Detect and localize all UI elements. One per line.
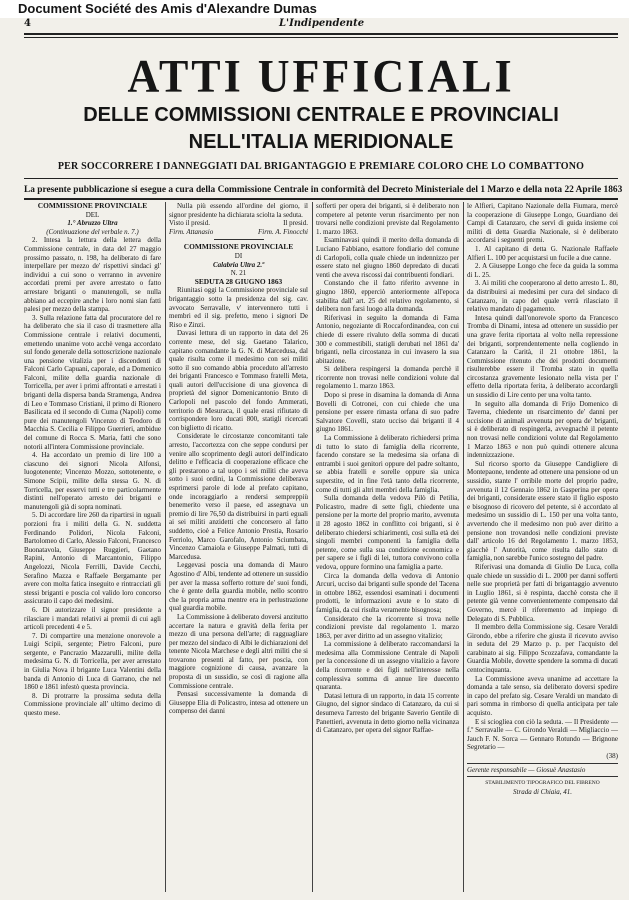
top-rule: [24, 33, 618, 35]
signature-name: Firm. Attanasio: [169, 227, 214, 236]
item-number: (38): [606, 752, 618, 760]
paragraph: 7. Di compartire una menzione onorevole a Luigi Scipii, sergente; Pietro Falconi, pure sergente, e Pancrazio Mazzarulli, milite della medesima G. N. di Torricella, per aver arrestato in Giulia Nova il brigante Luca Valentini della banda di Antonio di Luca di Garrano, che nel 1860 e 1861 infestò questa provincia.: [24, 631, 161, 692]
paragraph: Considerate le circostanze concomitanti tale arresto, l'accortezza con che seppe condursi per venire allo scoprimento degli autori dell'indicato delitto e l'efficacia di cooperazione efficace che gli prestarono a tal uopo i sei militi che aveva sotto i suoi ordini, la Commissione deliberava esprimersi parole di lode al prefato capitano, onde incoraggiarlo a rendersi sempreppiù benemerito verso il paese, ed assegnava un premio di lire 76,50 da distribuirsi in parti eguali ai sei militi anzidetti che concorsero al fatto suddetto, cioè a Felice Antonio Prestia, Rosario Ferriolo, Marco Garofalo, Antonio Sciumbata, Vincenzo Camaiola e Giuseppe Palmati, tutti di Marcedusa.: [169, 432, 308, 561]
paragraph: Il membro della Commissione sig. Cesare Veraldi Girondo, ebbe a riferire che giusta il ricevuto avviso in seduta del 29 Marzo p. p. per l'acquisto del carabinato ai sig. Filippo Scozzafava, comandante la Guardia Mobile, dovette spendere la somma di ducati centocinquanta.: [467, 623, 618, 675]
paragraph: Pensasi successivamente la domanda di Giuseppe Elia di Policastro, intesa ad ottenere un compenso dei danni: [169, 690, 308, 716]
paragraph: Riferivasi in seguito la domanda di Fama Antonio, negoziante di Roccafordinandea, con cui chiede di essere rivaluto della somma di ducati 300 e commestibili, statigli derubati nel 1861 da' briganti, nella circostanza in cui invasero la sua abitazione.: [316, 313, 459, 365]
paragraph: La Commissione aveva unanime ad accettare la domanda a tale senso, sia deliberato doversi spedire in capo del prefato sig. Cesare Veraldi un mandato di pari somma in rimborso di quella anticipata per tale acquisto.: [467, 674, 618, 718]
section-subheading: DI: [234, 251, 243, 260]
notice-rule: [24, 198, 618, 200]
paragraph: 5. Di accordare lire 260 da ripartirsi in uguali porzioni fra i militi della G. N. suddetta Ferdinando Polidori, Nicola Falconi, Bartolomeo di Carlo, Alessio Falconi, Francesco Buonatavola, Giuseppe Ruggieri, Gaetano Rapini, Antonio di Marcantonio, Filippo Angelozzi, Nicola Ferrilli, Davide Cecchi, Serafino Mazza e Raffaele Bergamante per avere con molta fatica inseguito e rintracciati gli stessi briganti e poscia col valido loro concorso assicurato il capo dei medesimi.: [24, 511, 161, 606]
paragraph: Leggevasi poscia una domanda di Mauro Agostino d' Albi, tendente ad ottenere un sussidio per aver la massa sofferto rotture de' suoi fondi, che è gente della guardia mobile, nello scontro che la propria arma mentre era in perlustrazione qual guardia mobile.: [169, 561, 308, 613]
paragraph: Dopo si prese in disamina la domanda di Anna Bovelli di Cotronei, con cui chiede che una pensione per essere rimasta orfana di suo padre Salvatore Covelli, stato ucciso dai briganti il 4 giugno 1861.: [316, 391, 459, 434]
paragraph: Nulla più essendo all'ordine del giorno, il signor presidente ha dichiarata sciolta la seduta.: [169, 202, 308, 219]
paragraph: Circa la domanda della vedova di Antonio Arcuri, ucciso dai briganti sulle sponde del Tacena in ottobre 1862, essendosi esaminati i documenti prodotti, le informazioni avute e lo stato di famiglia, da cui risulta veramente bisognosa;: [316, 571, 459, 614]
column-separator: [463, 202, 464, 892]
paragraph: 4. Ha accordato un premio di lire 100 a ciascuno dei signori Nicola Alfonsi, luogotenente; Vincenzo Mozzo, sottotenente, e Simone Scipii, milite della stessa G. N. di Torricella, per esservi tutti e tre particolarmente distinti nell'operato arresto dei briganti e manutengoli già di sopra nominati.: [24, 451, 161, 511]
paragraph: Datasi lettura di un rapporto, in data 15 corrente Giugno, del signor sindaco di Catanzaro, da cui si desumeva l'arresto del brigante Saverio Gentile di Panettieri, avvenuta in detto giorno nella vicinanza di Catanzaro, per opera del signor Raffae-: [316, 691, 459, 735]
paragraph: La Commissione à deliberato richiedersi prima di tutto lo stato di famiglia della ricorrente, facendo constare se la medesima sia orfana di entrambi i suoi genitori oppure del padre soltanto, se abbia fratelli e sorelle oppure sia unica superstite, ed in fine l'età tanto della ricorrente, come di tutti gli altri membri della famiglia.: [316, 434, 459, 494]
signature-name: Firm. A. Finocchi: [257, 227, 308, 236]
paragraph: 8. Di protrarre la prossima seduta della Commissione provinciale all' ultimo decimo di questo mese.: [24, 691, 161, 718]
masthead-line-3: NELL'ITALIA MERIDIONALE: [188, 131, 454, 153]
section-heading: COMMISSIONE PROVINCIALE: [37, 202, 148, 210]
masthead-rule: [24, 178, 618, 179]
column-3: [316, 202, 459, 894]
divider: [467, 763, 618, 764]
paragraph: 2. A Giuseppe Longo che fece da guida la somma di L. 25.: [467, 262, 618, 279]
paragraph: 6. Di autorizzare il signor presidente a rilasciare i mandati relativi ai premii di cui agli articoli precedenti 4 e 5.: [24, 605, 161, 632]
watermark: Document Société des Amis d'Alexandre Dumas: [0, 0, 629, 18]
paragraph: sofferti per opera dei briganti, si è deliberato non competere al petente verun risarcimento per non trovarsi nelle condizioni previste dal Regolamento 1. marzo 1863.: [316, 202, 459, 236]
column-4: [467, 202, 618, 894]
column-2: [169, 202, 308, 894]
session-date: SEDUTA 28 GIUGNO 1863: [194, 276, 283, 286]
signature-block: [169, 219, 308, 228]
paragraph: La commissione à deliberato raccomandarsi la medesima alla Commissione Centrale di Napoli per la concessione di un assegno vitalizio a favore della ricorrente e dei figli nell'interesse nella complessiva somma di annue lire duecento quaranta.: [316, 640, 459, 692]
continuation-note: (Continuazione del verbale n. 7.): [46, 227, 139, 236]
divider: [214, 239, 264, 240]
paragraph: 2. Intesa la lettura della lettera della Commissione centrale, in data del 27 maggio prossimo passato, n. 198, ha deliberato di fare interpellare per mezzo de' rispettivi sindaci gl' individui a cui sono o verranno in avvenire accordati premi per avere arrestato o fatto arrestare briganti o manutengoli, se nulla abbiano ad eccepire anche i loro nomi sian fatti palesi per mezzo della stampa.: [24, 236, 161, 314]
paragraph: Considerato che la ricorrente si trova nelle condizioni previste dal regolamento 1. marzo 1863, per aver diritto ad un assegno vitalizio;: [316, 614, 459, 640]
paragraph: Intesa quindi dall'onorevole sporto da Francesco Tromba di Dinami, intesa ad ottenere un sussidio per una grave ferita riportata al volto nella repressione dei briganti, sorprendentemente nella cogliendo in Catanzaro la Carità, il 21 ottobre 1861, la Commissione ritenuto che dei prodotti documenti risulterebbe essere il Tromba stato in quella circostanza gravemente lesionato nella vista per l' effetto della riportata ferita, à deliberato accordargli un sussidio di Lire cento per una volta tanto.: [467, 313, 618, 400]
column-separator: [165, 202, 166, 892]
responsible-manager: Gerente responsabile — Giosuè Anastasio: [467, 765, 586, 774]
paragraph: E si sciogliea con ciò la seduta. — Il Presidente — f.º Serravalle — C. Girondo Veraldi — Migliaccio — Jauch F. N. Sorca — Gennaro Rotundo — Brignone Segretario —: [467, 717, 618, 752]
running-head: [24, 18, 618, 30]
column-separator: [312, 202, 313, 892]
divider: [467, 776, 618, 777]
paragraph: Sulla domanda della vedova Pilò di Petilia, Policastro, madre di sette figli, chiedente una pensione per la morte del proprio marito, avvenuta il 28 agosto 1862 in conflitto coi briganti, si è deliberato chiedersi schiarimenti, cosi sulla età dei singoli membri componenti la famiglia della petente, come sulla sua condizione economica e per sapere se i figli di lei, tuttora convivono colla vedova, oppure formino una famiglia a parte.: [316, 494, 459, 571]
signature-label: Il presid.: [283, 219, 308, 228]
paragraph: 1. Al capitano di detta G. Nazionale Raffaele Alfieri L. 100 per acquistarsi un fucile a due canne.: [467, 244, 618, 262]
paragraph: In seguito alla domanda di Frijo Domenico di Taverna, chiedente un risarcimento de' danni per uccisione di animali avvenuta per opera de' briganti, si è deliberato di respingerla, avvegnachè il petente non trovasi nelle condizioni volute dal Regolamento 1 Marzo 1863 e non può quindi ottenere alcuna indennizzazione.: [467, 399, 618, 460]
column-1: [24, 202, 161, 894]
section-subheading: DEL: [85, 210, 100, 219]
masthead-line-4: PER SOCCORRERE I DANNEGGIATI DAL BRIGANTAGGIO E PREMIARE COLORO CHE LO COMBATTONO: [57, 161, 585, 172]
top-rule-thin: [24, 37, 618, 38]
paragraph: Constando che il fatto riferito avvenne in giugno 1860, epperciò anteriormente all'epoca stabilita dall' art. 25 del relativo regolamento, si delibera non farsi luogo alla domanda.: [316, 279, 459, 314]
section-region: 1.° Abruzzo Ultra: [67, 219, 118, 228]
signature-label: Visto il presid.: [169, 219, 210, 228]
signature-names: [169, 228, 308, 237]
masthead-title: ATTI UFFICIALI: [127, 50, 515, 103]
paragraph: La Commissione à deliberato doversi anzitutto accertare la natura e gravità della ferita per mezzo di una persona dell'arte; di ragguagliare per mezzo del sindaco di Albi le dichiarazioni del tenente Nicola Marchese e degli altri militi che si trovarono presenti al fatto, per poscia, con maggiore cognizione di causa, avanzare la proposta di un sussidio, se così di ragione alla Commissione centrale.: [169, 612, 308, 690]
page-number: 4: [24, 18, 31, 29]
printer-address: Strada di Chiaia, 41.: [513, 787, 572, 796]
newspaper-name: L'Indipendente: [279, 18, 365, 29]
paragraph: le Alfieri, Capitano Nazionale della Fiumara, mercè la cooperazione di Giuseppe Longo, Guardiano dei Campi di Catanzaro, che servì di guida insieme coi militi di detta Guardia Nazionale, si è deliberato accordarsi i seguenti premi.: [467, 202, 618, 245]
paragraph: Davasi lettura di un rapporto in data del 26 corrente mese, del sig. Gaetano Talarico, capitano comandante la G. N. di Marcedusa, dal quale risulta come il medesimo con sei militi sotto il suo comando abbia proceduto all'arresto dei briganti Francesco e Tommaso fratelli Meta, quali autori dell'uccisione di una giovenca di proprietà del signor Domenicantonio Bruto di Carlopoli nel pascolo del fondo Ammerati, territorio di Mesuraca, il quale erasi rifiutato di corrispondere loro ducati 800, statigli ricercati con biglietto di ricatto.: [169, 329, 308, 432]
section-heading: COMMISSIONE PROVINCIALE: [183, 242, 294, 252]
paragraph: Sul ricorso sporto da Giuseppe Candigliere di Montepaone, tendente ad ottenere una pensione od un sussidio, stante l' orribile morte del proprio padre, avvenuta il 12 Gennaio 1862 in Gasperina per opera dei briganti, considerate essere stato il figlio esposto e bisognoso di ricovero del petente, si è accordato al medesimo un sussidio di L. 150 per una volta tanto, avvertendo che il medesimo non può aver diritto a pensione non trovandosi nelle condizioni previste dall' articolo 16 del Regolamento 1. marzo 1853, giacchè l' Autorità, come risulta dallo stato di famiglia, non sarebbe l'unico sostegno del padre.: [467, 459, 618, 563]
session-number: N. 21: [230, 269, 247, 278]
paragraph: Si delibera respingersi la domanda perchè il ricorrente non trovasi nelle condizioni volute dal regolamento 1. marzo 1863.: [316, 365, 459, 391]
section-region: Calabria Ultra 2.ª: [212, 260, 265, 269]
paragraph: Esaminavasi quindi il merito della domanda di Luciano Fabbiano, esattore fondiario del comune di Carlopoli, colla quale chiede un indennizzo per essere stato nel giugno 1860 depredato di ducati venti che aveva riscossi dai contribuenti fondiari.: [316, 236, 459, 279]
printer-name: STABILIMENTO TIPOGRAFICO DEL FIBRENO: [485, 780, 600, 787]
masthead-line-2: DELLE COMMISSIONI CENTRALE E PROVINCIALI: [83, 104, 559, 126]
paragraph: Riferivasi una domanda di Giulio De Luca, colla quale chiede un sussidio di L. 2000 per danni sofferti nelle sue proprietà per fatti di brigantaggio avvenuto in Luglio 1861, si è respinta, dacchè consta che il petente già venne convenientemente compensato dal Governo, mercè il riferemento ad impiego di Delegato di S. Pubblica.: [467, 562, 618, 623]
publication-notice: La presente pubblicazione si esegue a cura della Commissione Centrale in conformità del Decreto Ministeriale del 1 Marzo e della nota 22 Aprile 1863: [24, 185, 623, 195]
paragraph: 3. Ai militi che cooperarono al detto arresto L. 80, da distribuirsi ai medesimi per cura del sindaco di Catanzaro, in capo del quale verrà rilasciato il relativo mandato di pagamento.: [467, 279, 618, 314]
paragraph: 3. Sulla relazione fatta dal procuratore del re ha deliberato che sia il caso di trasmettere alla Commissione centrale i relativi documenti, emettendo unanime voto acchè venga accordato sul fondo generale della sottoscrizione nazionale una pensione vitalizia per i discendenti di Falconi Carlo Capuani, caporale, ed a Domenico Falconi, milite della guardia nazionale di Torricella, per aver i primi affrontati e arrestati i briganti della dispersa banda Stramenga, Andrea di Leo e Tommaso Cristiani, il primo di Rionero Basilicata ed il secondo di Cuma (Napoli) come pure dei manutengoli Vincenzo di Teodoro di Macchia S. Cecilia e Filippo Guerrieri, ambidue del comune di Rocca S. Maria, fatti che sono notorii all'intera Commissione provinciale.: [24, 313, 161, 451]
paragraph: Riunitasi oggi la Commissione provinciale sul brigantaggio sotto la presidenza del sig. cav. avvocato Serravalle, v' intervennero tutti i membri ed il sig. prefetto, meno i signori De Riso e Zinzi.: [169, 286, 308, 329]
